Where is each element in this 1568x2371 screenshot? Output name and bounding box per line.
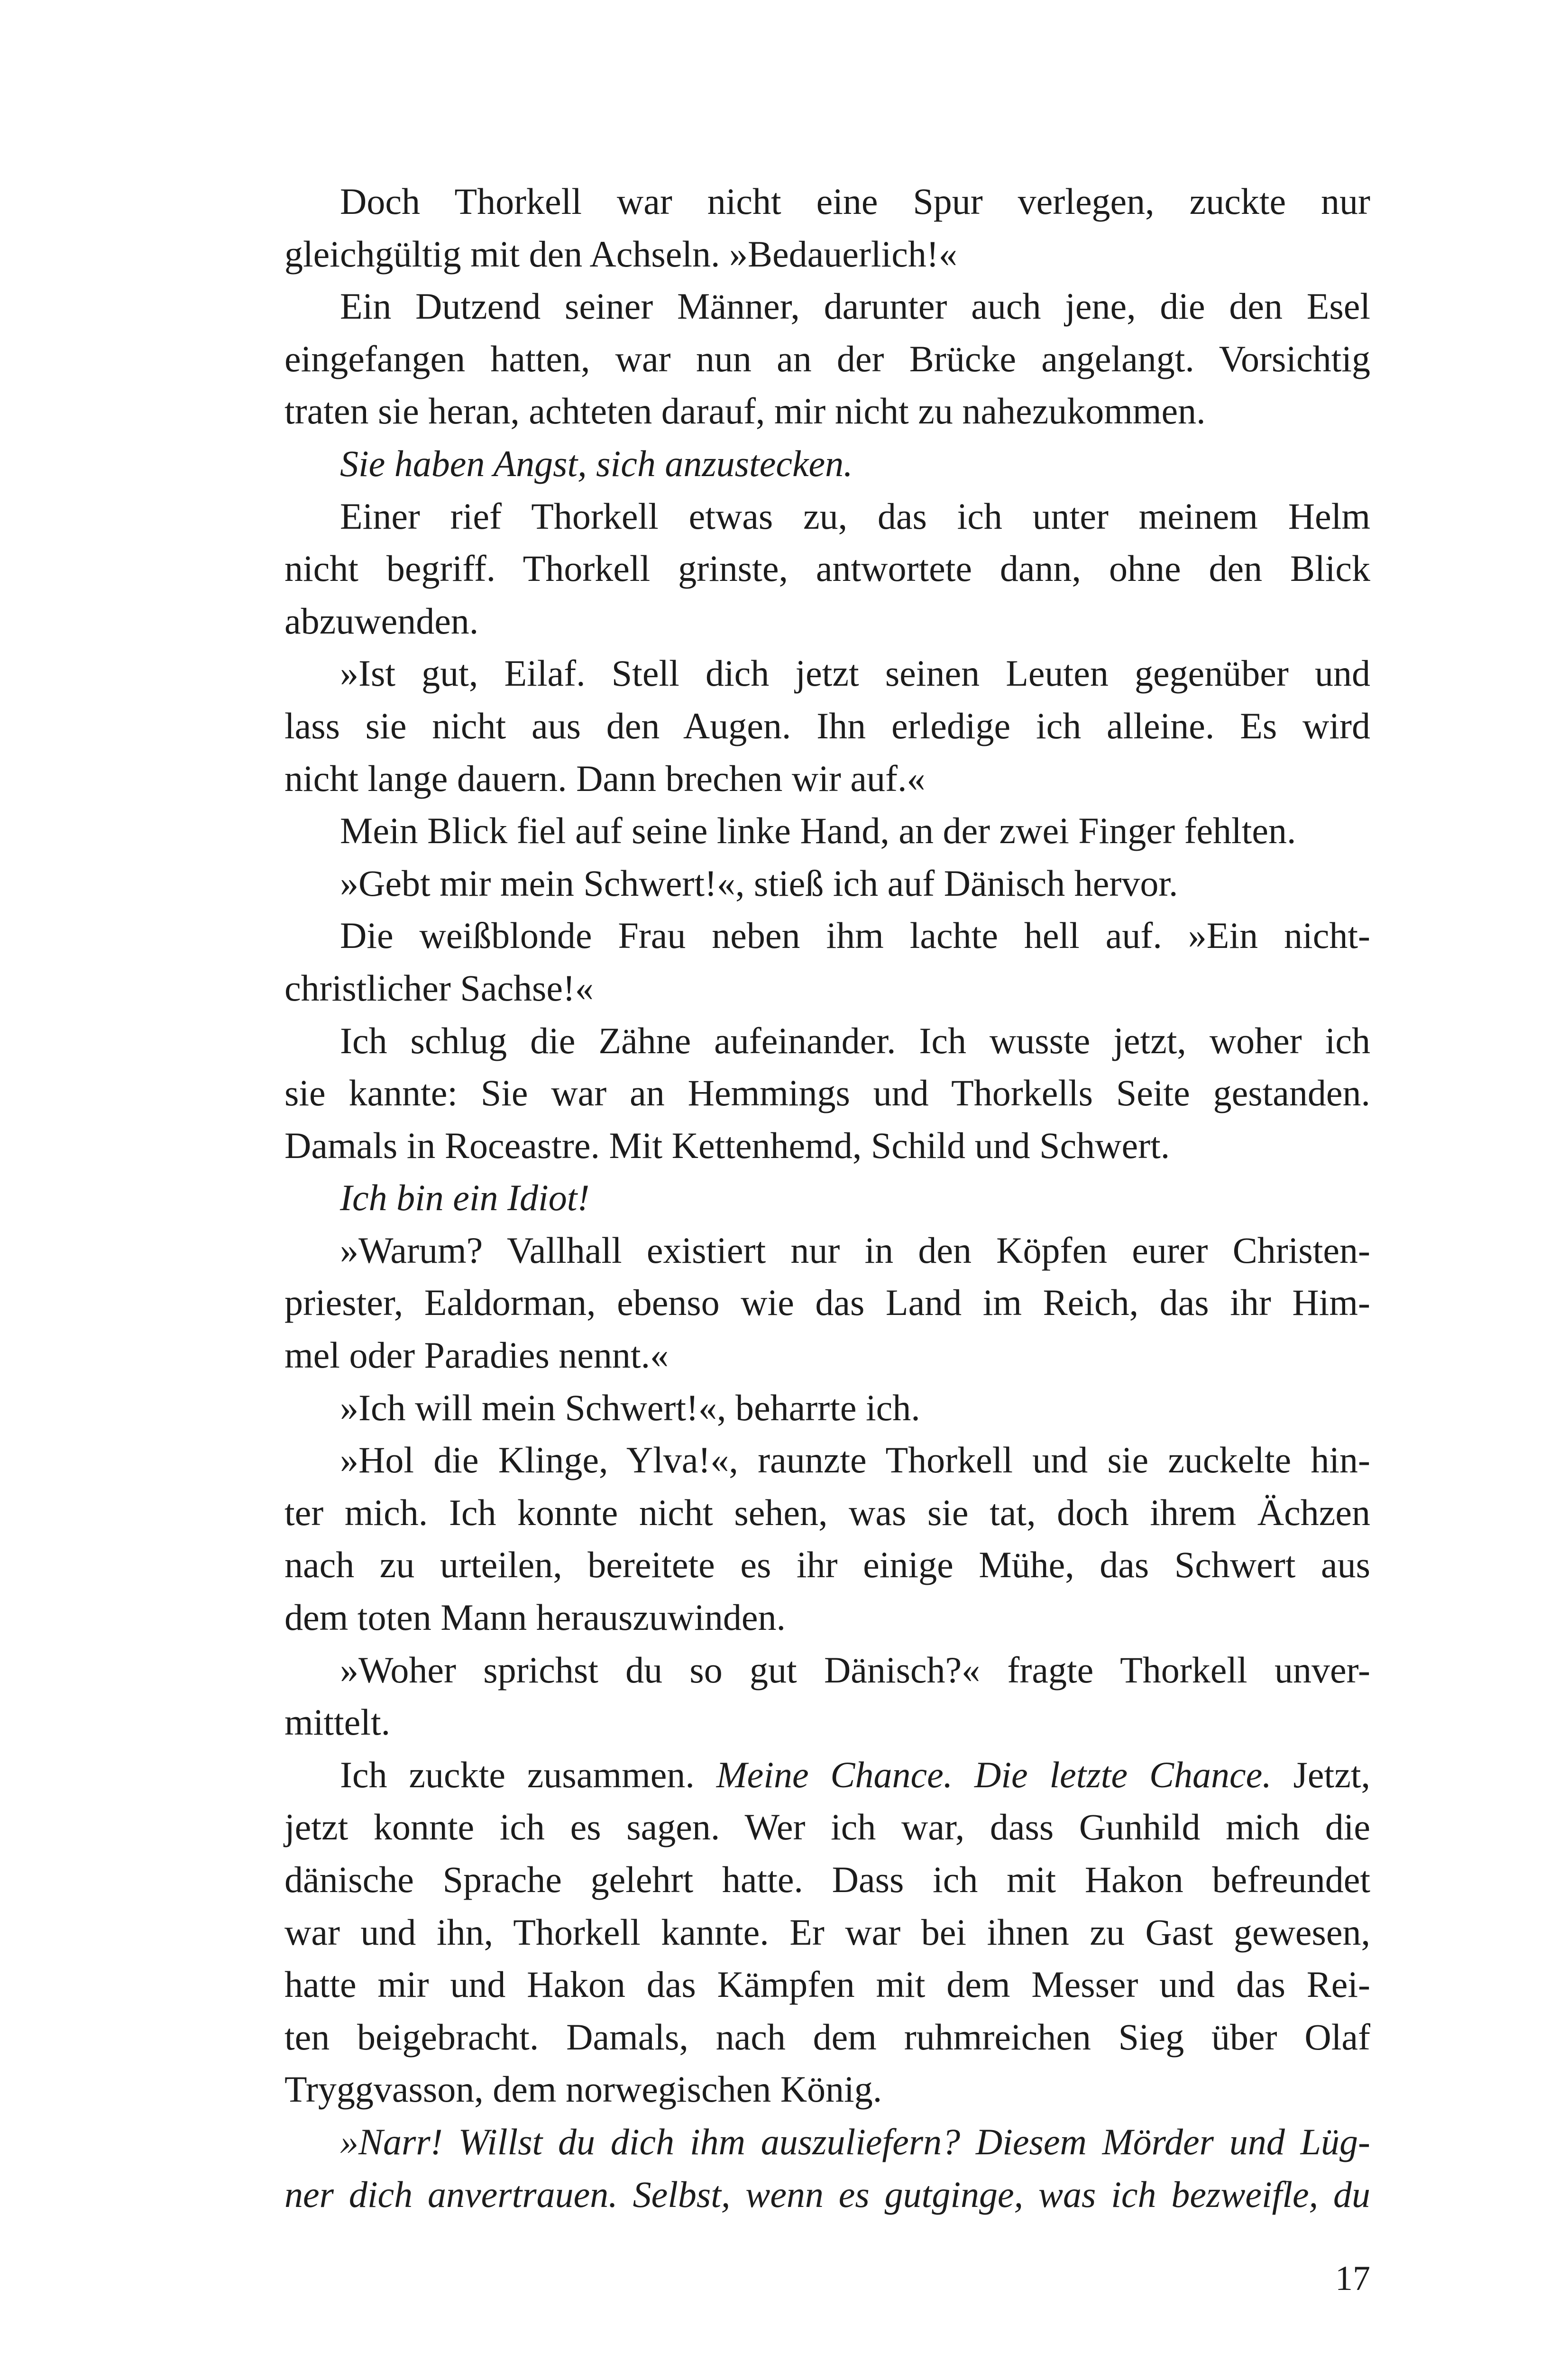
text-line: [284, 1067, 1370, 1120]
text-line: [284, 753, 1370, 805]
text-segment: »Ist gut, Eilaf. Stell dich jetzt seinen Leuten gegenüber und: [340, 652, 1370, 694]
text-segment: ten beigebracht. Damals, nach dem ruhmreichen Sieg über Olaf: [284, 2016, 1370, 2058]
text-line: [284, 1015, 1370, 1067]
text-segment: nicht lange dauern. Dann brechen wir auf.«: [284, 757, 926, 799]
text-line: [284, 1277, 1370, 1329]
text-segment: Die weißblonde Frau neben ihm lachte hell auf. »Ein nicht-: [340, 915, 1370, 956]
text-segment: Ein Dutzend seiner Männer, darunter auch jene, die den Esel: [340, 285, 1370, 327]
text-line: [284, 1172, 1370, 1224]
italic-text-segment: Meine Chance. Die letzte Chance.: [716, 1754, 1272, 1795]
text-line: [284, 438, 1370, 490]
text-line: [284, 1120, 1370, 1172]
text-line: [284, 1906, 1370, 1959]
text-line: [284, 1224, 1370, 1277]
text-segment: war und ihn, Thorkell kannte. Er war bei ihnen zu Gast gewesen,: [284, 1911, 1370, 1953]
text-line: [284, 228, 1370, 281]
text-line: [284, 595, 1370, 648]
text-line: [284, 1749, 1370, 1801]
text-line: [284, 1958, 1370, 2011]
text-line: [284, 490, 1370, 543]
text-line: [284, 962, 1370, 1015]
text-line: [284, 1539, 1370, 1591]
text-segment: Jetzt,: [1271, 1754, 1370, 1795]
text-segment: Tryggvasson, dem norwegischen König.: [284, 2068, 882, 2110]
italic-text-segment: ner dich anvertrauen. Selbst, wenn es gutginge, was ich bezweifle, du: [284, 2173, 1370, 2215]
text-segment: Mein Blick fiel auf seine linke Hand, an der zwei Finger fehlten.: [340, 810, 1296, 852]
text-line: [284, 1854, 1370, 1906]
text-line: [284, 542, 1370, 595]
text-line: [284, 910, 1370, 962]
text-segment: »Hol die Klinge, Ylva!«, raunzte Thorkell und sie zuckelte hin-: [340, 1439, 1370, 1481]
text-line: [284, 647, 1370, 700]
text-segment: christlicher Sachse!«: [284, 967, 594, 1009]
text-segment: hatte mir und Hakon das Kämpfen mit dem Messer und das Rei-: [284, 1964, 1370, 2005]
text-segment: Ich schlug die Zähne aufeinander. Ich wusste jetzt, woher ich: [340, 1020, 1370, 1061]
text-line: [284, 385, 1370, 438]
text-line: [284, 1434, 1370, 1487]
text-line: [284, 1487, 1370, 1539]
text-segment: sie kannte: Sie war an Hemmings und Thorkells Seite gestanden.: [284, 1072, 1370, 1114]
text-segment: dänische Sprache gelehrt hatte. Dass ich mit Hakon befreundet: [284, 1859, 1370, 1900]
text-segment: Einer rief Thorkell etwas zu, das ich unter meinem Helm: [340, 495, 1370, 537]
text-segment: nach zu urteilen, bereitete es ihr einige Mühe, das Schwert aus: [284, 1544, 1370, 1586]
text-segment: »Ich will mein Schwert!«, beharrte ich.: [340, 1387, 920, 1428]
text-line: [284, 1644, 1370, 1697]
text-line: [284, 333, 1370, 386]
text-line: [284, 2116, 1370, 2169]
text-segment: mel oder Paradies nennt.«: [284, 1334, 669, 1376]
text-line: [284, 175, 1370, 228]
text-segment: Ich zuckte zusammen.: [340, 1754, 716, 1795]
italic-text-segment: »Narr! Willst du dich ihm auszuliefern? Diesem Mörder und Lüg-: [340, 2121, 1370, 2162]
italic-text-segment: Sie haben Angst, sich anzustecken.: [340, 442, 853, 484]
text-line: [284, 2169, 1370, 2221]
text-segment: abzuwenden.: [284, 600, 479, 642]
text-segment: Doch Thorkell war nicht eine Spur verlegen, zuckte nur: [340, 181, 1370, 222]
italic-text-segment: Ich bin ein Idiot!: [340, 1177, 590, 1219]
text-segment: »Gebt mir mein Schwert!«, stieß ich auf Dänisch hervor.: [340, 862, 1178, 904]
text-segment: gleichgültig mit den Achseln. »Bedauerlich!«: [284, 233, 957, 275]
text-segment: »Woher sprichst du so gut Dänisch?« fragte Thorkell unver-: [340, 1649, 1370, 1691]
text-line: [284, 857, 1370, 910]
text-line: [284, 700, 1370, 753]
text-line: [284, 280, 1370, 333]
text-segment: »Warum? Vallhall existiert nur in den Köpfen eurer Christen-: [340, 1229, 1370, 1271]
text-segment: mittelt.: [284, 1701, 391, 1743]
text-line: [284, 1382, 1370, 1434]
text-line: [284, 1696, 1370, 1749]
text-segment: jetzt konnte ich es sagen. Wer ich war, dass Gunhild mich die: [284, 1806, 1370, 1848]
text-segment: nicht begriff. Thorkell grinste, antwortete dann, ohne den Blick: [284, 548, 1370, 589]
text-segment: dem toten Mann herauszuwinden.: [284, 1597, 786, 1638]
text-segment: ter mich. Ich konnte nicht sehen, was sie tat, doch ihrem Ächzen: [284, 1491, 1370, 1533]
page-number: 17: [1335, 2259, 1370, 2298]
text-segment: priester, Ealdorman, ebenso wie das Land im Reich, das ihr Him-: [284, 1282, 1370, 1323]
text-line: [284, 1329, 1370, 1382]
text-segment: eingefangen hatten, war nun an der Brücke angelangt. Vorsichtig: [284, 338, 1370, 379]
text-segment: lass sie nicht aus den Augen. Ihn erledige ich alleine. Es wird: [284, 705, 1370, 746]
text-line: [284, 2063, 1370, 2116]
text-segment: traten sie heran, achteten darauf, mir nicht zu nahezukommen.: [284, 390, 1206, 432]
body-text: [284, 175, 1370, 2221]
text-line: [284, 1591, 1370, 1644]
text-segment: Damals in Roceastre. Mit Kettenhemd, Schild und Schwert.: [284, 1124, 1170, 1166]
text-line: [284, 2011, 1370, 2064]
text-line: [284, 805, 1370, 857]
text-line: [284, 1801, 1370, 1854]
